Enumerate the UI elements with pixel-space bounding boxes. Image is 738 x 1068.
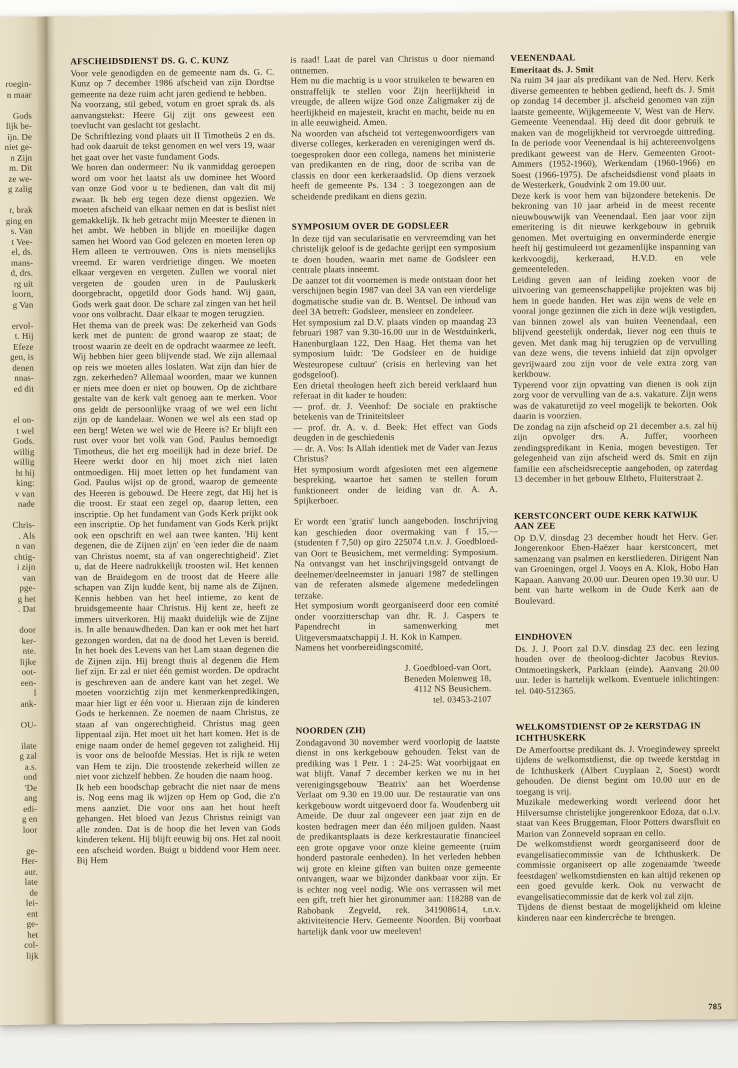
text-fragment: ervol- — [11, 320, 34, 331]
text-fragment: chtig- — [14, 551, 36, 562]
text-fragment: de — [29, 887, 38, 898]
text-fragment: . Dat — [18, 603, 36, 614]
paragraph: — dr. A. Vos: Is Allah identiek met de Vader van Jezus Christus? — [293, 441, 498, 464]
text-fragment: nnas- — [14, 372, 34, 383]
text-fragment: rg uit — [13, 278, 34, 289]
text-fragment: lei- — [25, 897, 39, 908]
paragraph: Muzikale medewerking wordt verleend door het Hilversumse christelijke jongerenkoor Edoza, dat o.l.v. staat van Kees Bruggeman, Floor Potters dwarsfluit en Marion van Zonneveld sopraan en cello. — [516, 795, 721, 839]
text-fragment: ze we- — [8, 173, 33, 184]
paragraph: Na voorzang, stil gebed, votum en groet sprak ds. als aanvangstekst: Heere Gij zijt ons geweest een toevlucht van geslacht tot geslacht. — [70, 97, 275, 131]
text-fragment: ht hij — [15, 467, 35, 478]
paragraph: In deze tijd van secularisatie en vervreemding van het christelijk geloof is de gedachte gerijpt een symposium te doen houden, waarin met name de Godsleer een centrale plaats inneemt. — [291, 231, 496, 275]
text-fragment: l — [33, 687, 37, 698]
text-fragment: s. Van — [10, 225, 33, 236]
text-fragment: d, drs. — [10, 267, 34, 278]
text-fragment: g zalig — [7, 183, 33, 194]
text-fragment: Chris- — [12, 519, 36, 530]
paragraph: De zondag na zijn afscheid op 21 december a.s. zal hij zijn opvolger drs. A. Juffer, voorheen zendingspredikant in Kenia, mogen bevestigen. Ter gelegenheid van zijn afscheid werd ds. Smit en zijn familie een afscheidsreceptie aangeboden, op zaterdag 13 december in het gebouw Eltheto, Fluiterstraat 2. — [513, 419, 718, 485]
paragraph: Deze kerk is voor hem van bijzondere betekenis. De bekroning van 10 jaar arbeid in de meest recente nieuwbouwwijk van Veenendaal. Een jaar voor zijn emeritering is dit nieuwe kerkgebouw in gebruik genomen. Met overtuiging en onverminderde energie heeft hij gestimuleerd tot gezamenlijke inspanning van kerkvoogdij, kerkeraad, H.V.D. en vele gemeenteleden. — [511, 188, 716, 275]
text-fragment: lijk be- — [5, 120, 32, 131]
text-fragment: king: — [16, 477, 35, 488]
text-fragment: ging en — [5, 215, 33, 226]
text-fragment — [0, 310, 33, 321]
paragraph: Een drietal theologen heeft zich bereid verklaard hun referaat in dit kader te houden: — [292, 378, 497, 401]
text-fragment: v van — [14, 488, 35, 499]
text-fragment: gen, is — [10, 351, 34, 362]
text-fragment: el, ds. — [11, 246, 33, 257]
text-fragment: 'De — [24, 782, 38, 793]
text-fragment: het — [27, 929, 39, 940]
text-fragment: ed dit — [13, 383, 35, 394]
article-subtitle-veenendaal: Emeritaat ds. J. Smit — [510, 63, 594, 75]
paragraph: We horen dan ondermeer: Nu ik vanmiddag geroepen word om voor het laatst als uw dominee het Woord van onze God voor u te bedienen, dan valt dit mij zwaar. Ik heb erg tegen deze dienst opgezien. We moeten afscheid van elkaar nemen en dat is beslist niet gemakkelijk. Ik heb getracht mijn Meester te dienen in het ambt. We hebben in blijde en moeilijke dagen samen het Woord van God gelezen en moeten leren op Hem alleen te vertrouwen. Ons is niets menselijks vreemd. Er waren verdrietige dingen. We moeten elkaar vergeven en vergeten. Zullen we vooral niet vergeten de gouden uren in de Pauluskerk doorgebracht, opgetild door Gods hand. Wij gaan, Gods werk gaat door. De schare zal zingen van het heil voor ons volbracht. Daar elkaar te mogen terugzien. — [71, 160, 277, 320]
paragraph: Tijdens de dienst bestaat de mogelijkheid om kleine kinderen naar een kindercrèche te brengen. — [517, 900, 722, 923]
article-body-symposium — [292, 232, 498, 507]
paragraph: De aanzet tot dit voornemen is mede ontstaan door het verschijnen begin 1987 van deel 3A van een vierdelige dogmatische studie van dr. B. Wentsel. De inhoud van deel 3A betreft: Godsleer, mensleer en zondeleer. — [292, 273, 497, 317]
signature-line: 4112 NS Beusichem. — [413, 683, 492, 694]
text-fragment: . Als — [18, 530, 36, 541]
article-title-symposium: SYMPOSIUM OVER DE GODSLEER — [291, 220, 449, 232]
text-fragment — [0, 709, 37, 720]
article-body-welkomstdienst — [516, 743, 721, 923]
text-fragment — [0, 404, 34, 415]
text-fragment: g zal — [19, 750, 37, 761]
paragraph: De Schriftlezing vond plaats uit II Timotheüs 2 en ds. had ook daaruit de tekst genomen en wel vers 19, waar het gaat over het vaste fundament Gods. — [70, 129, 276, 162]
paragraph: — prof. dr. J. Veenhof: De sociale en praktische betekenis van de Triniteitsleer — [293, 399, 498, 422]
text-fragment: ank- — [20, 698, 37, 709]
text-fragment: t. Hij — [14, 330, 34, 341]
paragraph: Het thema van de preek was: De zekerheid van Gods kerk met de punten: de grond waarop ze staat; de troost waarin ze deelt en de opdracht waarmee ze leeft. — [72, 318, 277, 351]
text-fragment: niet ge- — [4, 141, 33, 152]
article-title-noorden: NOORDEN (ZH) — [295, 725, 366, 736]
column-3 — [510, 51, 722, 1012]
paragraph: Namens het voorbereidingscomité, — [294, 641, 424, 653]
column-layout — [70, 51, 721, 1012]
text-fragment: n maar — [6, 89, 32, 100]
paragraph: De Amerfoortse predikant ds. J. Vroegindewey spreekt tijdens de welkomstdienst, die op tweede kerstdag in de Ichthuskerk (Albert Cuyplaan 2, Soest) wordt gehouden. De dienst begint om 10.00 uur en de toegang is vrij. — [515, 742, 721, 797]
page-number: 785 — [708, 1001, 722, 1012]
text-fragment: m. Dit — [9, 162, 33, 173]
paragraph: Het symposium wordt afgesloten met een algemene bespreking, waartoe het samen te stellen forum funktioneert onder de leiding van dr. A. A. Spijkerboer. — [293, 462, 498, 506]
paragraph: Het symposium zal D.V. plaats vinden op maandag 23 februari 1987 van 9.30-16.00 uur in de Westduinkerk, Hanenburglaan 122, Den Haag. Het thema van het symposium luidt: 'De Godsleer en de huidige Westeuropese cultuur' (crisis en herleving van het godsgeloof). — [292, 315, 497, 380]
article-body-afscheid-continued — [290, 53, 495, 202]
text-fragment: loor — [22, 824, 38, 835]
text-fragment: ijn. De — [7, 131, 33, 142]
column-1 — [70, 55, 282, 1013]
article-body-eindhoven — [515, 642, 719, 696]
article-body-noorden — [296, 736, 502, 937]
text-fragment: nade — [17, 498, 35, 509]
text-fragment: een- — [20, 677, 37, 688]
text-fragment: t wel — [16, 425, 35, 436]
text-fragment: col- — [24, 939, 39, 950]
text-fragment: a.s. — [24, 761, 37, 772]
signature-line: J. Goedbloed-van Oort, — [404, 662, 492, 673]
text-fragment: lijk — [26, 950, 39, 961]
paragraph: Wij hebben hier geen blijvende stad. We zijn allemaal op reis we moeten alles loslaten. Wat zijn dan hier de zgn. zekerheden? Allemaal woorden, maar we kunnen er niets mee doen er niet op bouwen. Op de zichtbare gestalte van de kerk valt genoeg aan te merken. Voor ons geldt de persoonlijke vraag of we wel een licht zijn op de kandelaar. Wonen we wel als een stad op een berg! Weten we wel wie de Heere is? Er blijft een rust over voor het volk van God. Paulus bemoedigt Timotheus, die het erg moeilijk had in deze brief. De Heere werkt door en hij moet zich niet laten ontmoedigen. Hij moet letten op het fundament van God. Paulus wijst op de grond, waarop de gemeente des Heeren is gebouwd. De Heere zegt, dat Hij het is die troost. Er staat een zegel op, daarop letten, een inscriptie. Op het fundament van Gods Kerk prijkt ook een inscriptie. Op het fundament van Gods Kerk prijkt ook een opschrift en wel aan twee kanten. 'Hij kent degenen, die de Zijnen zijn' en 'een ieder die de naam van Christus noemt, sta af van ongerechtigheid'. Ziet u, dat de Heere nadrukkelijk troosten wil. Het kennen van de Bruidegom en de troost dat de Heere alle schapen van Zijn kudde kent, bij name als de Zijnen. Kennis hebben van het heel intieme, zo kent de bruidsgemeente haar Christus. Hij kent ze, heeft ze immers uitverkoren. Hij maakt duidelijk wie de Zijne is. In alle benauwdheden. Dan kan er ook met het hart gezongen worden, dat na de dood het Leven is bereid. In het boek des Levens van het Lam staan degenen die de Zijnen zijn. Hij brengt thuis al degenen die Hem lief zijn. Er zal er niet één gemist worden. De opdracht is geschreven aan de andere kant van het zegel. We moeten voorzichtig zijn met kenmerkenpredikingen, maar hier ligt er één voor u. Hieraan zijn de kinderen Gods te herkennen. Ze noemen de naam Christus, ze staan af van ongerechtigheid. Christus mag geen lippentaal zijn. Het moet uit het hart komen. Het is de enige naam onder de hemel gegeven tot zaligheid. Hij is voor ons de beloofde Messias. Het is rijk te weten van Hem te zijn. Die troostende zekerheid willen ze niet voor zichzelf hebben. Ze houden die naam hoog. — [72, 349, 280, 782]
text-fragment: edi- — [23, 803, 38, 814]
text-fragment: mans- — [10, 257, 34, 268]
text-fragment — [0, 835, 38, 846]
article-title-welkomstdienst: WELKOMSTDIENST OP 2e KERSTDAG IN ICHTHUSKERK — [515, 720, 701, 743]
newspaper-page — [56, 11, 738, 1024]
paragraph: Op D.V. dinsdag 23 december houdt het Herv. Ger. Jongerenkoor Eben-Haëzer haar kerstconcert, met samenzang van psalmen en kerstliederen. Dirigent Nan van Groeningen, orgel J. Vooys en A. Klok, Hobo Han Kapaan. Aanvang 20.00 uur. Deuren open 19.30 uur. U bent van harte welkom in de Oude Kerk aan de Boulevard. — [514, 531, 719, 606]
text-fragment: el on- — [13, 414, 35, 425]
paragraph: Er wordt een 'gratis' lunch aangeboden. Inschrijving kan geschieden door overmaking van f 15,— (studenten f 7,50) op giro 225074 t.n.v. J. Goedbloed-van Oort te Beusichem, met vermelding: Symposium. Na ontvangst van het inschrijvingsgeld ontvangt de deelnemer/deelneemster in januari 1987 de stellingen van de referaten alsmede algemene mededelingen terzake. — [293, 515, 499, 601]
text-fragment: ilate — [21, 740, 37, 751]
paragraph: Na ruim 34 jaar als predikant van de Ned. Herv. Kerk diverse gemeenten te hebben gediend, heeft ds. J. Smit op zondag 14 december jl. afscheid genomen van zijn laatste gemeente, Wijkgemeente V, West van de Herv. Gemeente Veenendaal. Hij deed dit door gebruik te maken van de mogelijkheid tot vervroegde uittreding. In de periode voor Veenendaal is hij achtereenvolgens predikant geweest van de Herv. Gemeenten Groot-Ammers (1952-1960), Werkendam (1960-1966) en Soest (1966-1975). De afscheidsdienst vond plaats in de Westerkerk, Goudvink 2 om 19.00 uur. — [510, 73, 716, 191]
text-fragment: oot- — [21, 666, 37, 677]
text-fragment: Her- — [21, 855, 38, 866]
text-fragment: ge- — [26, 918, 39, 929]
article-title-afscheid: AFSCHEIDSDIENST DS. G. C. KUNZ — [70, 55, 229, 67]
text-fragment: ge- — [26, 845, 38, 856]
text-fragment: willig — [13, 456, 35, 467]
text-fragment: ent — [26, 908, 39, 919]
article-title-kerstconcert: KERSTCONCERT OUDE KERK KATWIJK AAN ZEE — [513, 509, 698, 532]
paragraph: Ik heb een boodschap gebracht die niet naar de mens is. Nog eens mag ik wijzen op Hem op God, die z'n mens aanziet. Die voor ons aan het hout heeft gehangen. Het bloed van Jezus Christus reinigt van alle zonden. Dat is de hoop die het leven van Gods kinderen tekent. Hij blijft eeuwig bij ons. Het zal nooit een afscheid worden. Buigt u biddend voor Hem neer. Bij Hem — [76, 780, 281, 866]
signature-line: tel. 03453-2107 — [433, 693, 492, 705]
paragraph: Zondagavond 30 november werd voorlopig de laatste dienst in ons kerkgebouw gehouden. Tekst van de prediking was 1 Petr. 1 : 24-25: Wat voorbijgaat en wat blijft. Vanaf 7 december kerken we nu in het verenigingsgebouw 'Beatrix' aan het Woerdense Verlaat om 9.30 en 19.00 uur. De restauratie van ons kerkgebouw wordt uitgevoerd door fa. Woudenberg uit Ameide. De duur zal ongeveer een jaar zijn en de kosten bedragen meer dan één miljoen gulden. Naast de predikantsplaats is deze kerkrestauratie financieel een grote opgave voor onze kleine gemeente (ruim honderd pastorale eenheden). In het verleden hebben wij grote en kleine giften van buiten onze gemeente ontvangen, waar we bijzonder dankbaar voor zijn. Er is echter nog veel nodig. Wie ons verrassen wil met een gift, treft hier het gironummer aan: 118288 van de Rabobank Zegveld, rek. 341908614, t.n.v. aktiviteitencie Herv. Gemeente Noorden. Bij voorbaat hartelijk dank voor uw meeleven! — [295, 735, 502, 937]
text-fragment: loorn, — [11, 288, 34, 299]
text-fragment: nte. — [22, 645, 37, 656]
text-fragment: OU- — [20, 719, 37, 730]
text-fragment: van — [22, 572, 36, 583]
paragraph: Typerend voor zijn opvatting van dienen is ook zijn zorg voor de vervulling van de a.s. vakature. Zijn wens was de vakaturetijd zo veel mogelijk te bekorten. Ook daarin is voorzien. — [512, 377, 718, 422]
article-body-afscheid — [70, 66, 280, 866]
text-fragment: roegin- — [5, 78, 32, 89]
text-fragment: n Zijn — [10, 152, 33, 163]
text-fragment — [0, 614, 36, 625]
paragraph: Voor vele genodigden en de gemeente nam ds. G. C. Kunz op 7 december 1986 afscheid van zijn Dordtse gemeente na deze ruim acht jaren gediend te hebben. — [70, 66, 275, 99]
text-fragment: aur. — [24, 866, 38, 877]
text-fragment: pge- — [19, 582, 36, 593]
text-fragment — [0, 394, 34, 405]
paragraph: Hem nu die machtig is u voor struikelen te bewaren en onstraffelijk te stellen voor Zijn heerlijkheid in vreugde, de alleen wijze God onze Zaligmaker zij de heerlijkheid en majesteit, kracht en macht, beide nu en in alle eeuwigheid. Amen. — [290, 73, 495, 128]
signature-line: Beneden Molenweg 18, — [403, 672, 492, 684]
text-fragment — [0, 100, 32, 111]
article-title-veenendaal: VEENENDAAL — [510, 52, 576, 63]
text-fragment: Efeze — [13, 341, 34, 352]
paragraph: De welkomstdienst wordt georganiseerd door de evangelisatiecommissie van de Ichthuskerk. De commissie organiseert op alle zogenaamde 'tweede feestdagen' welkomstdiensten en kan altijd rekenen op een goed gevulde kerk. Ook nu verwacht de evangelisatiecommissie dat de kerk vol zal zijn. — [516, 837, 721, 902]
text-fragment — [0, 730, 37, 741]
paragraph: Na woorden van afscheid tot vertegenwoordigers van diverse colleges, kerkeraden en verenigingen werd ds. toegesproken door een collega, namens het ministerie van predikanten en de ring, door de scriba van de classis en door een kerkeraadslid. Op diens verzoek heeft de gemeente Ps. 134 : 3 toegezongen aan de scheidende predikant en diens gezin. — [290, 126, 496, 202]
paragraph: is raad! Laat de parel van Christus u door niemand ontnemen. — [290, 52, 495, 76]
article-body-veenendaal — [511, 73, 718, 484]
text-fragment: g het — [17, 593, 36, 604]
column-2 — [290, 53, 502, 1011]
text-fragment: ker- — [21, 635, 36, 646]
paragraph: Het symposium wordt georganiseerd door een comité onder voorzitterschap van dhr. R. J. Caspers te Papendrecht in samenwerking met Uitgeversmaatschappij J. H. Kok in Kampen. — [294, 599, 499, 643]
scanned-page — [0, 11, 738, 1025]
text-fragment: late — [24, 876, 38, 887]
text-fragment: i zijn — [16, 561, 36, 572]
text-fragment: ang — [24, 792, 38, 803]
text-fragment: lijke — [19, 656, 37, 667]
text-fragment: denen — [12, 362, 34, 373]
signature-block — [295, 662, 491, 706]
article-body-kerstconcert — [514, 531, 719, 606]
article-title-eindhoven: EINDHOVEN — [514, 631, 573, 643]
text-fragment: door — [19, 624, 36, 635]
text-fragment: willig — [13, 446, 35, 457]
text-fragment: Gods. — [13, 435, 35, 446]
text-fragment: g en — [21, 813, 38, 824]
paragraph: Ds. J. J. Poort zal D.V. dinsdag 23 dec. een lezing houden over de theoloog-dichter Jacobus Revius. Ontmoetingskerk, Parklaan (einde). Aanvang 20.00 uur. Ieder is hartelijk welkom. Eventuele inlichtingen: tel. 040-512365. — [514, 642, 720, 696]
paragraph: Leiding geven aan of leiding zoeken voor de uitvoering van gemeenschappelijke projekten was bij hem in goede handen. Het was zijn wens de vele en vooral jonge gezinnen die zich in deze wijk vestigden, van binnen zowel als van buiten Veenendaal, een blijvend geestelijk onderdak, liever nog een thuis te geven. Met dank mag hij terugzien op de vervulling van deze wens, die tevens inhield dat zijn opvolger gevrijwaard zou zijn voor de vele extra zorg van kerkbouw. — [512, 272, 717, 380]
text-fragment — [0, 509, 35, 520]
text-fragment: r, brak — [9, 204, 33, 215]
text-fragment: Gods — [12, 110, 32, 121]
text-fragment — [0, 194, 33, 205]
text-fragment: g Van — [12, 299, 34, 310]
paragraph: — prof. dr. A. v. d. Beek: Het effect van Gods deugden in de geschiedenis — [293, 420, 498, 443]
text-fragment: n van — [15, 540, 36, 551]
text-fragment: t Vee- — [11, 236, 33, 247]
text-fragment: ond — [23, 771, 38, 782]
article-body-symposium-lunch — [294, 515, 499, 653]
